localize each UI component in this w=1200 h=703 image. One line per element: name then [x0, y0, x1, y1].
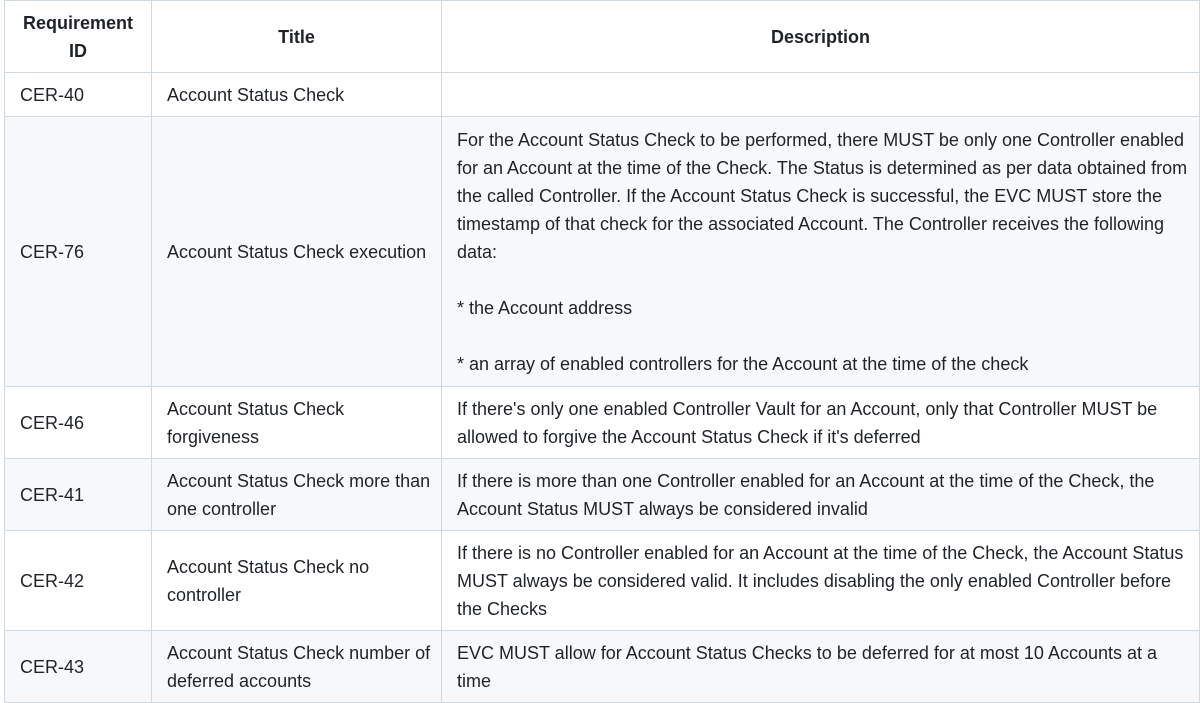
description-paragraph: EVC MUST allow for Account Status Checks to be deferred for at most 10 Accounts at a time	[457, 642, 1158, 691]
table-body	[5, 73, 1200, 703]
table-row	[5, 459, 1200, 531]
description-paragraph: If there's only one enabled Controller Vault for an Account, only that Controller MUST be allowed to forgive the Account Status Check if it's deferred	[457, 398, 1158, 447]
requirement-id-cell: CER-41	[5, 459, 152, 531]
requirement-title-cell: Account Status Check number of deferred accounts	[152, 631, 442, 703]
header-title: Title	[152, 1, 442, 73]
requirement-title-cell: Account Status Check forgiveness	[152, 387, 442, 459]
requirement-description-cell	[442, 459, 1200, 531]
requirements-table	[4, 0, 1200, 703]
requirement-title-cell: Account Status Check	[152, 73, 442, 117]
description-paragraph: If there is more than one Controller enabled for an Account at the time of the Check, the Account Status MUST always be considered invalid	[457, 470, 1155, 519]
requirement-description-cell	[442, 117, 1200, 387]
header-description: Description	[442, 1, 1200, 73]
requirement-id-cell: CER-42	[5, 531, 152, 631]
requirement-description-cell	[442, 73, 1200, 117]
description-paragraph: * an array of enabled controllers for the Account at the time of the check	[457, 353, 1029, 374]
table-row	[5, 73, 1200, 117]
table-row	[5, 631, 1200, 703]
table-row	[5, 117, 1200, 387]
requirement-id-cell: CER-43	[5, 631, 152, 703]
requirement-title-cell: Account Status Check no controller	[152, 531, 442, 631]
requirement-title-cell: Account Status Check execution	[152, 117, 442, 387]
description-paragraph: * the Account address	[457, 297, 633, 318]
table-header-row	[5, 1, 1200, 73]
requirement-title-cell: Account Status Check more than one controller	[152, 459, 442, 531]
requirement-id-cell: CER-46	[5, 387, 152, 459]
requirement-id-cell: CER-76	[5, 117, 152, 387]
table-row	[5, 531, 1200, 631]
requirement-description-cell	[442, 631, 1200, 703]
requirement-description-cell	[442, 387, 1200, 459]
table-row	[5, 387, 1200, 459]
header-requirement-id: Requirement ID	[5, 1, 152, 73]
requirement-id-cell: CER-40	[5, 73, 152, 117]
description-paragraph: For the Account Status Check to be performed, there MUST be only one Controller enabled for an Account at the time of the Check. The Status is determined as per data obtained from the called Controller. If the Account Status Check is successful, the EVC MUST store the timestamp of that check for the associated Account. The Controller receives the following data:	[457, 129, 1188, 262]
requirement-description-cell	[442, 531, 1200, 631]
description-paragraph: If there is no Controller enabled for an Account at the time of the Check, the Account Status MUST always be considered valid. It includes disabling the only enabled Controller before the Checks	[457, 542, 1184, 619]
